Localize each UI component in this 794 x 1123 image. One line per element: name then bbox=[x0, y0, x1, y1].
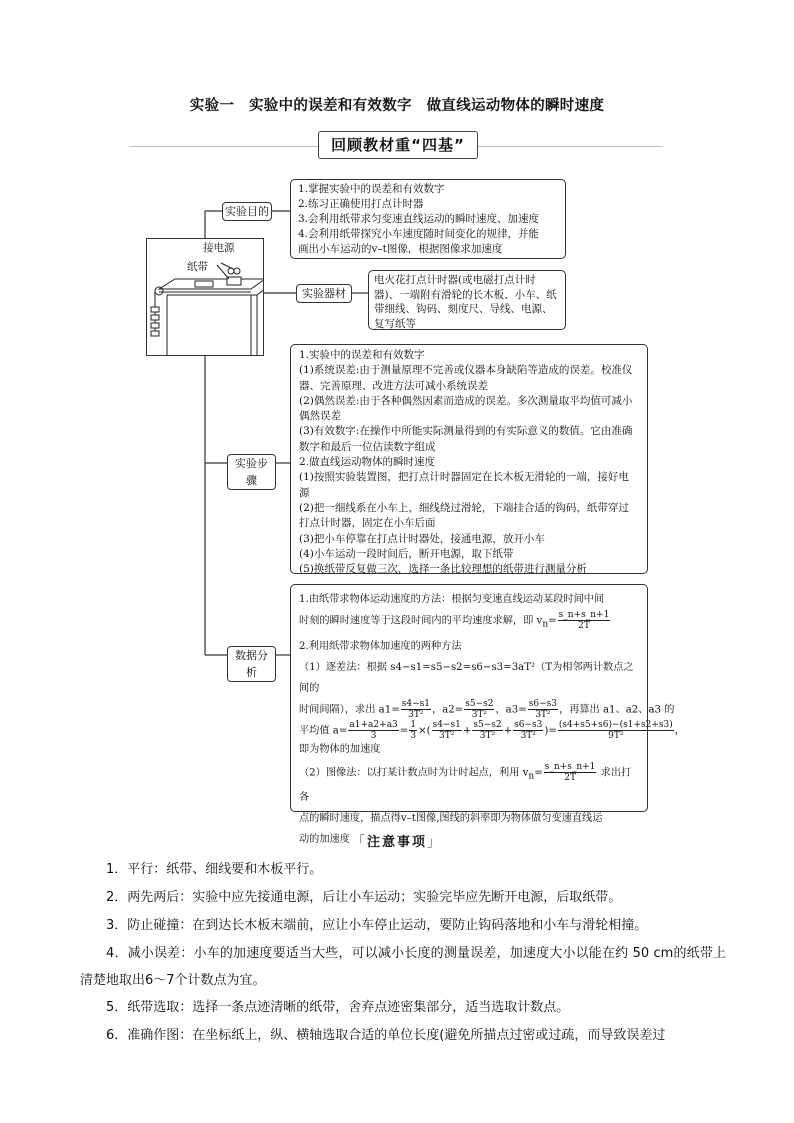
apparatus-figure bbox=[146, 238, 264, 356]
steps-line: (2)偶然误差:由于各种偶然因素而造成的误差。多次测量取平均值可减小偶然误差 bbox=[299, 394, 633, 423]
text-fragment: ，再算出 a1、a2、a3 的 bbox=[559, 704, 675, 716]
note-item: 4．减小误差：小车的加速度要适当大些，可以减小长度的测量误差，加速度大小以能在约 50 cm的纸带上清楚地取出6～7个计数点为宜。 bbox=[80, 946, 726, 988]
branch-equipment: 实验器材 bbox=[296, 284, 352, 303]
velocity-denominator: 2T bbox=[564, 772, 576, 783]
third-fraction bbox=[409, 720, 417, 741]
text-fragment: ，a3= bbox=[495, 704, 527, 716]
a1-numerator: s4−s1 bbox=[432, 720, 461, 731]
page-title: 实验一 实验中的误差和有效数字 做直线运动物体的瞬时速度 bbox=[189, 98, 605, 114]
purpose-box bbox=[290, 179, 566, 259]
avg-denominator: 3 bbox=[370, 731, 377, 742]
analysis-line-3: 2.利用纸带求物体加速度的两种方法 bbox=[299, 640, 462, 652]
analysis-line-8: （2）图像法：以打某计数点时为计时起点，利用 $v_n=$ $\frac{s\_n+s\_n+1}{2T}$ 求出打各 bbox=[299, 761, 632, 804]
note-item: 6．准确作图：在坐标纸上，纵、横轴选取合适的单位长度(避免所描点过密或过疏，而导致误差过 bbox=[106, 1028, 666, 1043]
text-fragment: （2）图像法：以打某计数点时为计时起点，利用 v bbox=[299, 767, 529, 779]
note-item: 5．纸带选取：选择一条点迹清晰的纸带，舍弃点迹密集部分，适当选取计数点。 bbox=[106, 1000, 570, 1015]
note-item: 3．防止碰撞：在到达长木板末端前，应让小车停止运动，要防止钩码落地和小车与滑轮相撞。 bbox=[106, 918, 648, 933]
combined-numerator: (s4+s5+s6)−(s1+s2+s3) bbox=[558, 720, 673, 731]
a1-fraction bbox=[401, 699, 431, 720]
text-fragment: ×( bbox=[418, 725, 431, 737]
a3-fraction bbox=[528, 699, 558, 720]
text-fragment: )= bbox=[544, 725, 557, 737]
a3-numerator: s6−s3 bbox=[528, 698, 557, 709]
left-bracket: 「 bbox=[351, 835, 367, 850]
branch-analysis: 数据分析 bbox=[227, 646, 276, 682]
steps-line: (1)系统误差:由于测量原理不完善或仪器本身缺陷等造成的误差。校准仪器、完善原理、改进方法可减小系统误差 bbox=[299, 364, 633, 392]
steps-line: (1)按照实验装置图，把打点计时器固定在长木板无滑轮的一端，接好电源 bbox=[299, 471, 629, 499]
analysis-line-4: （1）逐差法：根据 s4−s1=s5−s2=s6−s3=3aT²（T为相邻两计数点之间的 bbox=[299, 661, 634, 694]
power-label: 接电源 bbox=[203, 242, 235, 254]
combined-denominator: 9T² bbox=[608, 731, 624, 742]
steps-line: (3)有效数字:在操作中所能实际测量得到的有实际意义的数值。它由准确数字和最后一位估读数字组成 bbox=[299, 425, 633, 453]
combined-fraction bbox=[558, 720, 674, 741]
steps-box bbox=[290, 344, 648, 574]
a3-denominator: 3T² bbox=[535, 709, 551, 720]
analysis-line-2: 时刻的瞬时速度等于这段时间内的平均速度求解，即 $v_n=$ $\frac{s\_n+s\_n+1}{2T}$ bbox=[299, 610, 610, 631]
purpose-line: 1.掌握实验中的误差和有效数字 bbox=[298, 183, 445, 195]
purpose-line: 2.练习正确使用打点计时器 bbox=[298, 198, 424, 210]
avg-fraction bbox=[348, 720, 398, 741]
text-fragment: 平均值 a= bbox=[299, 725, 348, 737]
analysis-line-10: 动的加速度 bbox=[299, 834, 350, 846]
purpose-line: 画出小车运动的v–t图像，根据图像求加速度 bbox=[298, 243, 503, 255]
analysis-line-7: 即为物体的加速度 bbox=[299, 743, 381, 755]
analysis-line-6: 平均值 a= $\frac{a1+a2+a3}{3}$ = $\frac{1}{3}$ ×( $\frac{s4-s1}{\text{3T²}}$ + $\frac{s5-s2}{\text{3T²}}$ + $\frac{s6-s3}{\text{3T²}}$ )= $\frac{(s4+s5+s6)-(s1+s2+s3)}{\text{9T²}}$ ， bbox=[299, 720, 685, 742]
equipment-text: 电火花打点计时器(或电磁打点计时器)、一端附有滑轮的长木板、小车、纸带细线、钩码、刻度尺、导线、电源、复写纸等 bbox=[374, 274, 557, 330]
steps-line: (5)换纸带反复做三次，选择一条比较理想的纸带进行测量分析 bbox=[299, 563, 587, 576]
notes-title: 注意事项 bbox=[366, 835, 427, 850]
text-fragment: = bbox=[399, 725, 409, 737]
a2-denominator: 3T² bbox=[479, 731, 496, 742]
a2-fraction-repeat bbox=[472, 720, 502, 741]
purpose-line: 4.会利用纸带探究小车速度随时间变化的规律，并能 bbox=[298, 228, 540, 240]
a3-denominator: 3T² bbox=[520, 731, 536, 742]
a2-numerator: s5−s2 bbox=[465, 698, 494, 709]
steps-line: 2.做直线运动物体的瞬时速度 bbox=[299, 456, 436, 469]
a1-denominator: 3T² bbox=[439, 731, 455, 742]
tape-label: 纸带 bbox=[187, 261, 208, 273]
a3-fraction-repeat bbox=[513, 720, 543, 741]
purpose-line: 3.会利用纸带求匀变速直线运动的瞬时速度、加速度 bbox=[298, 213, 540, 225]
avg-numerator: a1+a2+a3 bbox=[349, 720, 398, 731]
third-denominator: 3 bbox=[410, 731, 417, 742]
velocity-fraction bbox=[558, 610, 611, 631]
branch-steps: 实验步骤 bbox=[227, 454, 276, 490]
steps-line: (3)把小车停靠在打点计时器处，接通电源，放开小车 bbox=[299, 532, 545, 545]
a1-denominator: 3T² bbox=[408, 709, 424, 720]
text-fragment: ，a2= bbox=[431, 704, 464, 716]
equipment-box bbox=[368, 270, 566, 330]
right-bracket: 」 bbox=[427, 835, 443, 850]
analysis-velocity-text: 时刻的瞬时速度等于这段时间内的平均速度求解，即 v bbox=[299, 615, 543, 627]
velocity-denominator: 2T bbox=[578, 621, 590, 631]
apparatus-drawing bbox=[147, 239, 263, 355]
section-heading: 回顾教材重“四基” bbox=[318, 131, 478, 159]
third-numerator: 1 bbox=[410, 720, 417, 731]
steps-line: (4)小车运动一段时间后，断开电源，取下纸带 bbox=[299, 547, 514, 560]
analysis-line-5 bbox=[299, 698, 675, 721]
branch-purpose: 实验目的 bbox=[222, 202, 272, 221]
velocity-fraction-2 bbox=[544, 762, 597, 783]
a2-numerator: s5−s2 bbox=[473, 720, 502, 731]
steps-line: 1.实验中的误差和有效数字 bbox=[299, 349, 425, 361]
note-item: 1．平行：纸带、细线要和木板平行。 bbox=[106, 862, 323, 877]
text-fragment: ， bbox=[674, 725, 685, 737]
steps-line: (2)把一细线系在小车上，细线绕过滑轮，下端挂合适的钩码，纸带穿过打点计时器，固定在小车后面 bbox=[299, 501, 629, 530]
a3-numerator: s6−s3 bbox=[514, 720, 543, 731]
a2-fraction bbox=[464, 699, 494, 720]
note-item: 2．两先两后：实验中应先接通电源，后让小车运动；实验完毕应先断开电源，后取纸带。 bbox=[106, 890, 622, 905]
a1-numerator: s4−s1 bbox=[401, 698, 430, 709]
notes-heading bbox=[0, 831, 794, 850]
velocity-numerator: s_n+s_n+1 bbox=[544, 761, 596, 772]
velocity-numerator: s_n+s_n+1 bbox=[558, 610, 610, 620]
text-fragment: 求出打各 bbox=[299, 767, 632, 804]
a1-fraction-repeat bbox=[432, 720, 462, 741]
analysis-line-9: 点的瞬时速度，描点得v–t图像,图线的斜率即为物体做匀变速直线运 bbox=[299, 813, 603, 825]
analysis-line-1: 1.由纸带求物体运动速度的方法：根据匀变速直线运动某段时间中间 bbox=[299, 594, 605, 605]
text-fragment: 时间间隔），求出 a1= bbox=[299, 704, 400, 716]
a2-denominator: 3T² bbox=[471, 709, 488, 720]
